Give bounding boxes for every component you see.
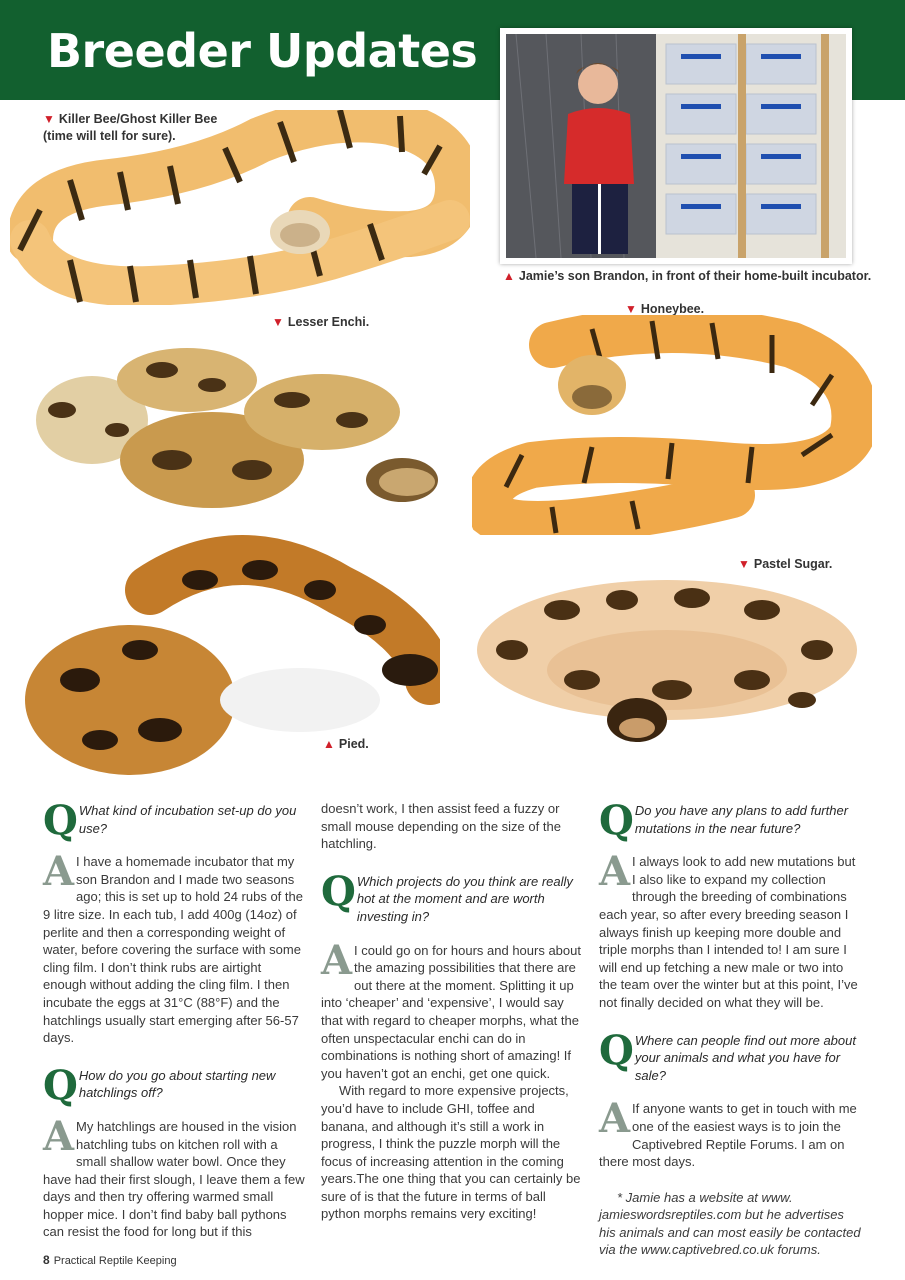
q-drop-letter: Q [599,1026,634,1074]
a-drop-letter: A [321,936,353,984]
incubator-photo-illustration [506,34,846,258]
article-column-1 [43,797,305,1259]
triangle-up-icon: ▲ [323,737,335,751]
pied-snake-image [20,530,440,780]
a-drop-letter: A [43,1112,75,1160]
question-1: Q What kind of incubation set-up do you use? [43,797,297,844]
question-4: Q Do you have any plans to add further mutations in the near future? [599,797,849,844]
honeybee-snake-image [472,315,872,535]
caption-honeybee-text: Honeybee. [640,302,705,316]
caption-pied-text: Pied. [338,737,369,751]
killer-bee-snake-image [10,110,470,305]
brandon-photo [500,28,852,264]
question-2: Q How do you go about starting new hatchlings off? [43,1061,276,1109]
answer-3: A I could go on for hours and hours about the amazing possibilities that there are out there at the moment. Splitting it up into ‘cheaper’ and ‘expensive’, I would say that with regard to cheaper morphs, what the often unspectacular enchi can do in combinations is nothing short of amazing! If you haven’t got an enchi, get one quick. [321,936,581,1081]
page-title: Breeder Updates [47,24,478,78]
author-note: * Jamie has a website at www. jamieswordsreptiles.com but he advertises his animals and can most easily be contacted via the www.captivebred.co.uk forums. [599,1189,861,1258]
answer-2: A My hatchlings are housed in the vision hatchling tubs on kitchen roll with a small shallow water bowl. Once they have had their first slough, I leave them a few days and then try offering warmed small hopper mice. I don’t find baby ball pythons can resist the food for long but if this [43,1112,305,1240]
caption-brandon [503,268,871,285]
q-drop-letter: Q [43,1061,78,1109]
question-3: Q Which projects do you think are really hot at the moment and are worth investing in? [321,867,573,924]
answer-2-continued: doesn’t work, I then assist feed a fuzzy or small mouse depending on the size of the hatchling. [321,801,561,852]
triangle-down-icon: ▼ [272,315,284,329]
triangle-down-icon: ▼ [625,302,637,316]
page-number: 8 [43,1253,50,1267]
publication-name: Practical Reptile Keeping [53,1255,177,1267]
article-column-2 [321,800,583,1223]
answer-1: A I have a homemade incubator that my son Brandon and I made two seasons ago; this is set up to hold 24 rubs of the 9 litre size. In each tub, I add 400g (14oz) of perlite and then a corresponding weight of water, before covering the surface with some cling film. I don’t think rubs are airtight enough without adding the cling film. I then incubate the eggs at 31°C (88°F) and the hatchlings usually start emerging after 56-57 days. [43,848,303,1046]
page-footer [43,1253,177,1267]
caption-brandon-text: Jamie’s son Brandon, in front of their home-built incubator. [518,269,872,283]
q-drop-letter: Q [321,867,356,915]
q-drop-letter: Q [599,797,634,844]
triangle-down-icon: ▼ [738,557,750,571]
caption-pastel-sugar-text: Pastel Sugar. [753,557,833,571]
question-5: Q Where can people find out more about your animals and what you have for sale? [599,1026,856,1083]
a-drop-letter: A [599,1095,631,1143]
q-drop-letter: Q [43,797,78,844]
article-column-3 [599,797,861,1259]
caption-lesser-enchi [272,314,369,331]
a-drop-letter: A [43,848,75,896]
answer-3-paragraph-2: With regard to more expensive projects, you’d have to include GHI, toffee and banana, and although it’s still a work in progress, I think the puzzle morph will the focus of increasing attention in the coming years.The one thing that you can certainly be sure of is that the future in terms of ball python morphs remains very exciting! [321,1083,581,1222]
caption-pied [323,736,369,753]
a-drop-letter: A [599,848,631,896]
triangle-down-icon: ▼ [43,112,55,126]
answer-5: A If anyone wants to get in touch with me one of the easiest ways is to join the Captivebred Reptile Forums. I am on there most days. [599,1095,857,1170]
lesser-enchi-snake-image [22,330,442,515]
caption-lesser-enchi-text: Lesser Enchi. [287,315,370,329]
caption-killer-bee-text: Killer Bee/Ghost Killer Bee (time will tell for sure). [43,112,218,143]
pastel-sugar-snake-image [472,570,862,750]
answer-4: A I always look to add new mutations but I also like to expand my collection through the breeding of combinations each year, so after every breeding season I always finish up keeping more double and triple morphs than I intended to! I am sure I will end up fetching a new male or two into the team over the winter but at this point, I’ve not finally decided on what they will be. [599,848,858,1010]
triangle-up-icon: ▲ [503,269,515,283]
